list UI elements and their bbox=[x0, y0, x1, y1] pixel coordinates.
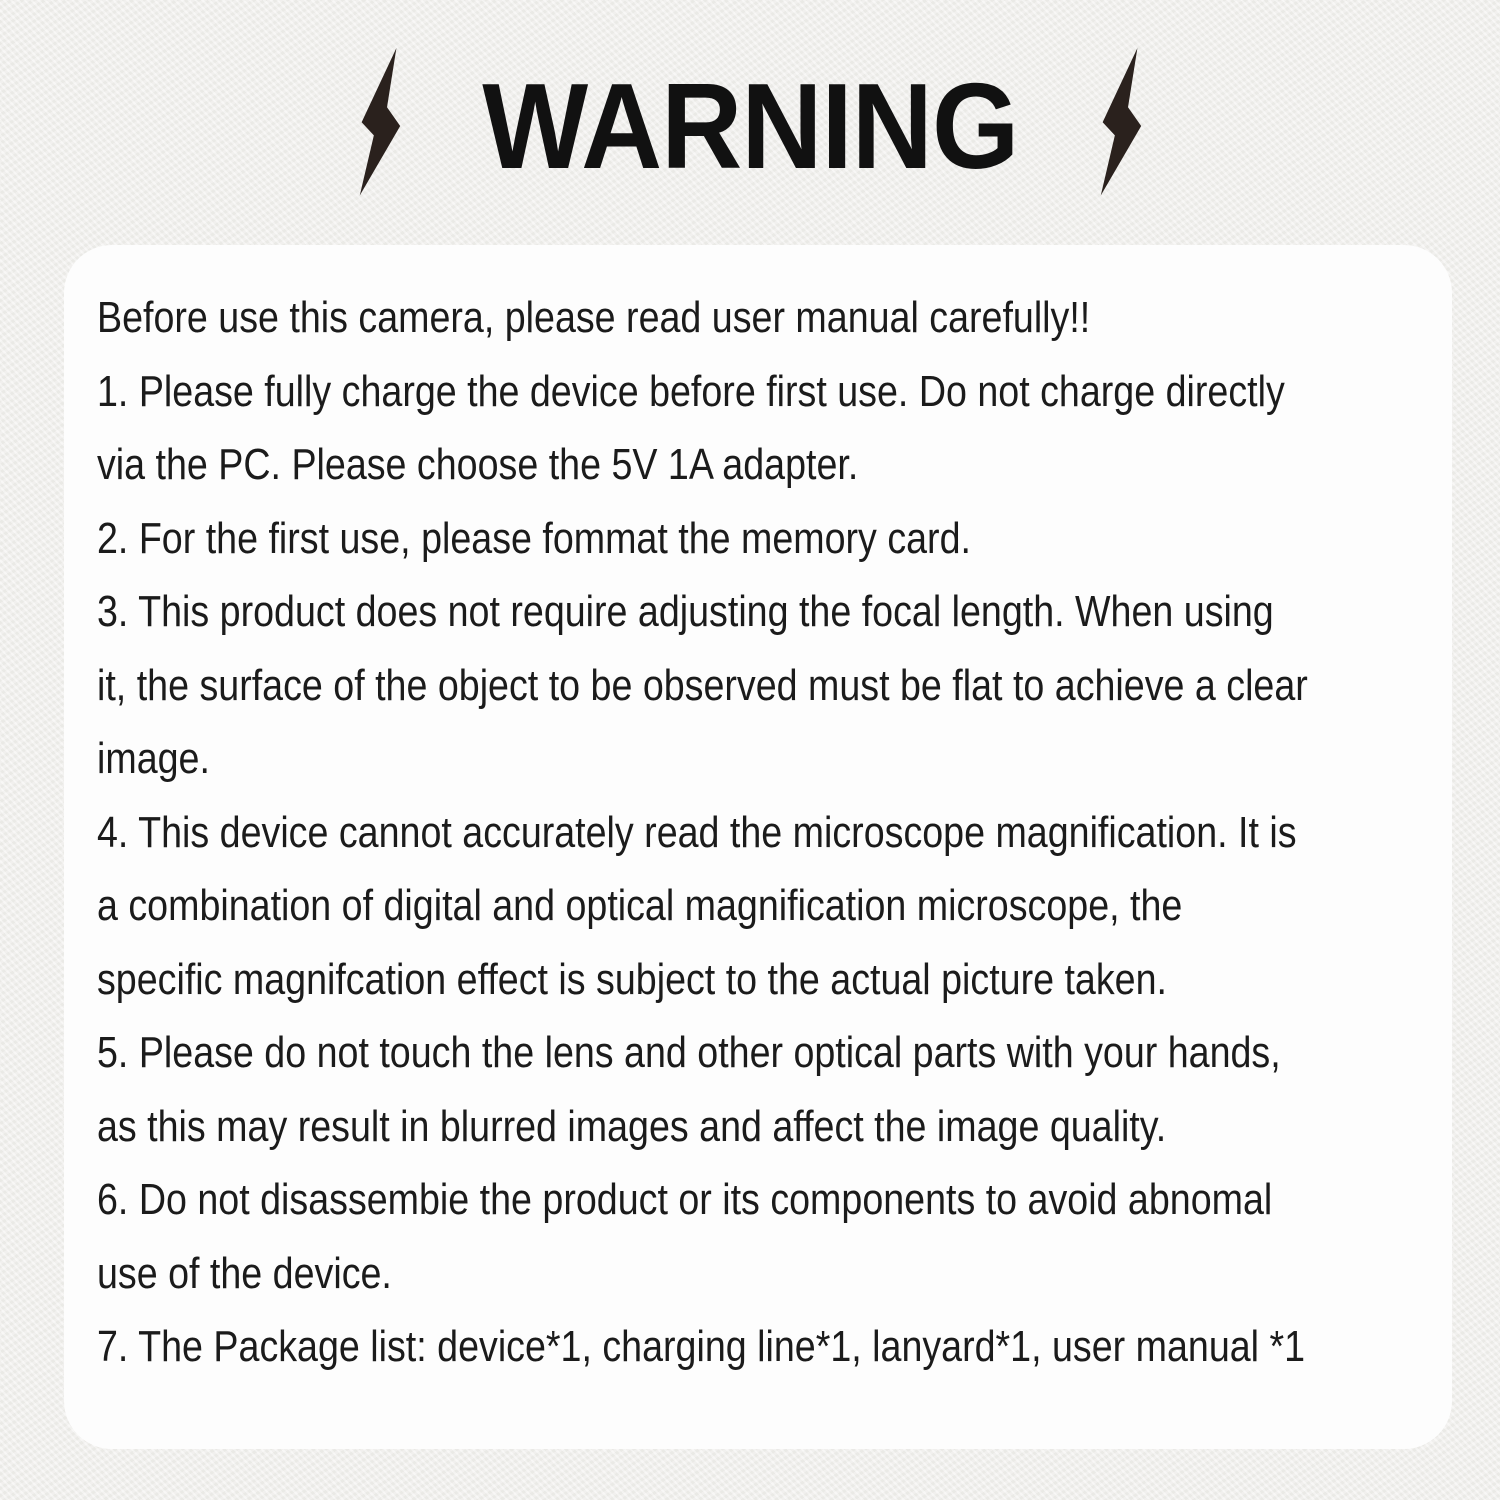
warning-line: 6. Do not disassembie the product or its components to avoid abnomal bbox=[97, 1175, 1273, 1224]
warning-line: 4. This device cannot accurately read the microscope magnification. It is bbox=[97, 807, 1297, 857]
warning-intro-line: Before use this camera, please read user manual carefully!! bbox=[97, 293, 1091, 342]
warning-line: 5. Please do not touch the lens and other optical parts with your hands, bbox=[97, 1028, 1281, 1077]
lightning-bolt-icon bbox=[1097, 46, 1144, 206]
warning-line: a combination of digital and optical magnification microscope, the bbox=[97, 881, 1183, 930]
warning-line: use of the device. bbox=[97, 1248, 392, 1298]
warning-line: as this may result in blurred images and affect the image quality. bbox=[97, 1101, 1167, 1151]
lightning-bolt-icon bbox=[356, 46, 403, 206]
warning-line: 3. This product does not require adjusting the focal length. When using bbox=[97, 587, 1274, 636]
warning-line: specific magnifcation effect is subject to the actual picture taken. bbox=[97, 954, 1167, 1004]
warning-line: 1. Please fully charge the device before first use. Do not charge directly bbox=[97, 366, 1285, 416]
warning-line: via the PC. Please choose the 5V 1A adapter. bbox=[97, 440, 859, 489]
warning-text-block bbox=[97, 281, 1434, 1384]
warning-header bbox=[0, 0, 1500, 245]
warning-line: 2. For the first use, please fommat the memory card. bbox=[97, 513, 971, 563]
warning-line: 7. The Package list: device*1, charging line*1, lanyard*1, user manual *1 bbox=[97, 1322, 1306, 1371]
warning-line: image. bbox=[97, 734, 210, 783]
warning-card bbox=[64, 245, 1452, 1449]
warning-line: it, the surface of the object to be observed must be flat to achieve a clear bbox=[97, 660, 1308, 710]
page-title: WARNING bbox=[481, 57, 1019, 194]
